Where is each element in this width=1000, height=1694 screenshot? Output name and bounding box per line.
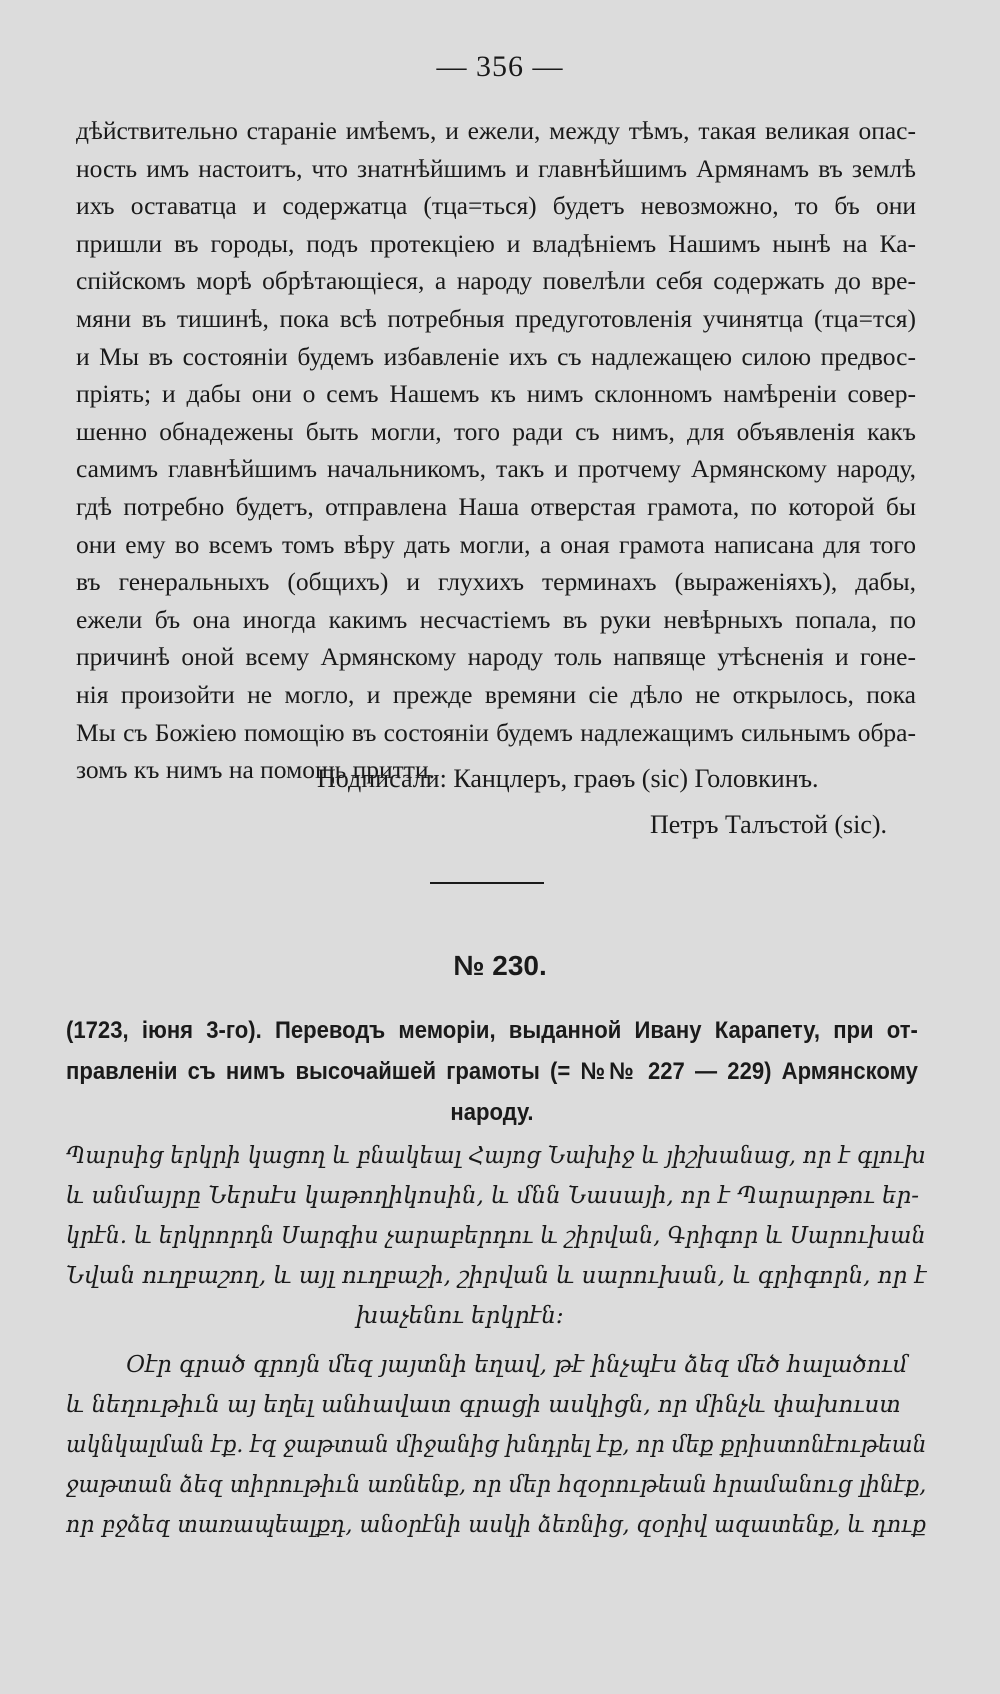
text-line: зомъ къ нимъ на помощь притти. xyxy=(76,755,435,785)
heading-line: народу. xyxy=(450,1099,534,1126)
text-line: ихъ оставатца и содержатца (тца=ться) будетъ невозможно, то бъ они xyxy=(76,191,916,221)
armenian-line: Պարսից երկրի կացող և բնակեալ Հայոց Նախիջ և յիշխանաց, որ է գլուխ xyxy=(66,1143,926,1169)
text-line: самимъ главнѣйшимъ начальникомъ, такъ и протчему Армянскому народу, xyxy=(76,454,916,484)
heading-line: (1723, іюня 3-го). Переводъ меморіи, выданной Ивану Карапету, при от- xyxy=(66,1017,918,1044)
armenian-line: և անմայրը Ներսէս կաթողիկոսին, և մնն Նասայի, որ է Պարարթու եր- xyxy=(66,1183,920,1209)
text-line: и Мы въ состояніи будемъ избавленіе ихъ съ надлежащею силою предвос- xyxy=(76,341,916,371)
text-line: спійскомъ морѣ обрѣтающіеся, а народу повелѣли себя содержать до вре- xyxy=(76,266,916,296)
heading-line: правленіи съ нимъ высочайшей грамоты (= №№ 227 — 229) Армянскому xyxy=(66,1058,918,1085)
signature-chancellor: Подписали: Канцлеръ, граѳъ (sic) Головкинъ. xyxy=(317,764,819,793)
text-line: гдѣ потребно будетъ, отправлена Наша отверстая грамота, по которой бы xyxy=(76,491,916,521)
document-number: № 230. xyxy=(453,950,547,981)
armenian-line: Օէր գրած գրոյն մեզ յայտնի եղավ, թէ ինչպէս ձեզ մեծ հալածում xyxy=(126,1352,908,1378)
signature-tolstoy: Петръ Талъстой (sic). xyxy=(650,810,888,839)
armenian-line: խաչենու երկրէն: xyxy=(356,1303,564,1329)
text-line: пришли въ городы, подъ протекціею и владѣніемъ Нашимъ нынѣ на Ка- xyxy=(76,228,916,258)
text-line: мяни въ тишинѣ, пока всѣ потребныя предуготовленія учинятца (тца=тся) xyxy=(76,303,916,333)
page-number: — 356 — xyxy=(436,50,564,83)
armenian-paragraph-2 xyxy=(66,1345,926,1545)
document-heading xyxy=(66,1010,918,1133)
armenian-line: Նվան ուղբաշող, և այլ ուղբաշի, շիրվան և սարուխան, և գրիգորն, որ է xyxy=(66,1263,927,1289)
text-line: пріять; и дабы они о семъ Нашемъ къ нимъ склонномъ намѣреніи совер- xyxy=(76,379,916,409)
armenian-line: որ բջձեզ տառապեալքդ, անօրէնի ասկի ձեռնից, զօրիվ ազատենք, և դուք xyxy=(66,1512,926,1538)
text-line: ность имъ настоитъ, что знатнѣйшимъ и главнѣйшимъ Армянамъ въ землѣ xyxy=(76,153,916,183)
text-line: нія произойти не могло, и прежде времяни сіе дѣло не открылось, пока xyxy=(76,679,916,709)
text-line: они ему во всемъ томъ вѣру дать могли, а оная грамота написана для того xyxy=(76,529,916,559)
armenian-line: և նեղութիւն այ եղել անհավատ գրացի ասկիցն, որ մինչև փախուստ xyxy=(66,1392,901,1418)
text-line: шенно обнадежены быть могли, того ради съ нимъ, для объявленія какъ xyxy=(76,416,916,446)
text-line: дѣйствительно стараніе имѣемъ, и ежели, между тѣмъ, такая великая опас- xyxy=(76,116,916,145)
text-line: Мы съ Божіею помощію въ состояніи будемъ надлежащимъ сильнымъ обра- xyxy=(76,717,916,747)
armenian-line: ջաթտան ձեզ տիրութիւն առնենք, որ մեր հզօրութեան հրամանուց լինէք, xyxy=(66,1472,927,1498)
section-divider xyxy=(430,882,544,884)
armenian-paragraph-1 xyxy=(66,1136,926,1336)
armenian-line: կրէն. և երկրորդն Սարգիս չարաբերդու և շիրվան, Գրիգոր և Սարուխան xyxy=(66,1223,926,1249)
text-line: причинѣ оной всему Армянскому народу толь напвяще утѣсненія и гоне- xyxy=(76,642,916,672)
body-text xyxy=(76,112,916,789)
text-line: ежели бъ она иногда какимъ несчастіемъ въ руки невѣрныхъ попала, по xyxy=(76,604,916,634)
armenian-line: ակնկալման էք. էզ ջաթտան միջանից խնդրել էք, որ մեք քրիստոնէութեան xyxy=(66,1432,927,1458)
text-line: въ генеральныхъ (общихъ) и глухихъ терминахъ (выраженіяхъ), дабы, xyxy=(76,567,916,597)
